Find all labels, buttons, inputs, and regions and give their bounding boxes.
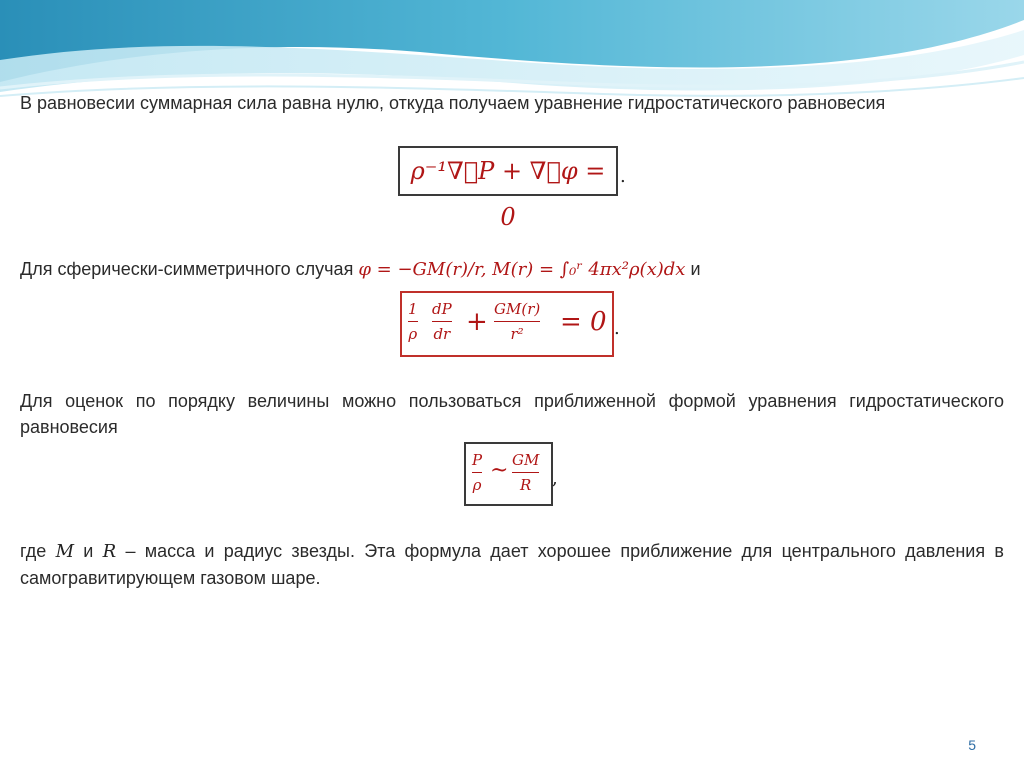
equation-hydrostatic-spherical [400, 291, 614, 357]
fraction-p-over-rho: P ρ [472, 451, 483, 494]
equation-comma: , [552, 468, 558, 489]
tilde-sign: ~ [490, 458, 509, 483]
symbol-m: M [55, 541, 74, 562]
plus-sign: + [466, 307, 488, 337]
conclusion-paragraph [20, 538, 1004, 591]
conclusion-pre: где [20, 541, 47, 561]
equation-period: . [614, 318, 620, 339]
symbol-r: R [102, 541, 117, 562]
equation-hydrostatic-vector: ρ⁻¹∇⃗P + ∇⃗φ = 0 [398, 146, 618, 196]
spherical-text: Для сферически-симметричного случая [20, 259, 354, 279]
conclusion-rest: – масса и радиус звезды. Эта формула дает хорошее приближение для центрального давления в самогравитирующем газовом шаре. [20, 541, 1004, 588]
intro-paragraph: В равновесии суммарная сила равна нулю, откуда получаем уравнение гидростатического равновесия [20, 93, 886, 113]
fraction-gm-over-r2: GM(r) r² [494, 300, 541, 343]
fraction-gm-over-r: GM R [512, 451, 540, 494]
page-number: 5 [968, 737, 976, 753]
spherical-paragraph [20, 256, 1004, 283]
conclusion-and: и [83, 541, 94, 561]
estimate-paragraph: Для оценок по порядку величины можно пользоваться приближенной формой уравнения гидростатического равновесия [20, 391, 1004, 437]
fraction-dp-dr: dP dr [432, 300, 452, 343]
equation-period: . [620, 166, 626, 187]
spherical-and: и [690, 259, 701, 279]
equation-order-of-magnitude [464, 442, 553, 506]
spherical-formula: φ = −GM(r)/r, M(r) = ∫₀ʳ 4πx²ρ(x)dx [358, 259, 686, 280]
fraction-one-over-rho: 1 ρ [408, 300, 418, 343]
equals-zero: = 0 [560, 307, 607, 337]
